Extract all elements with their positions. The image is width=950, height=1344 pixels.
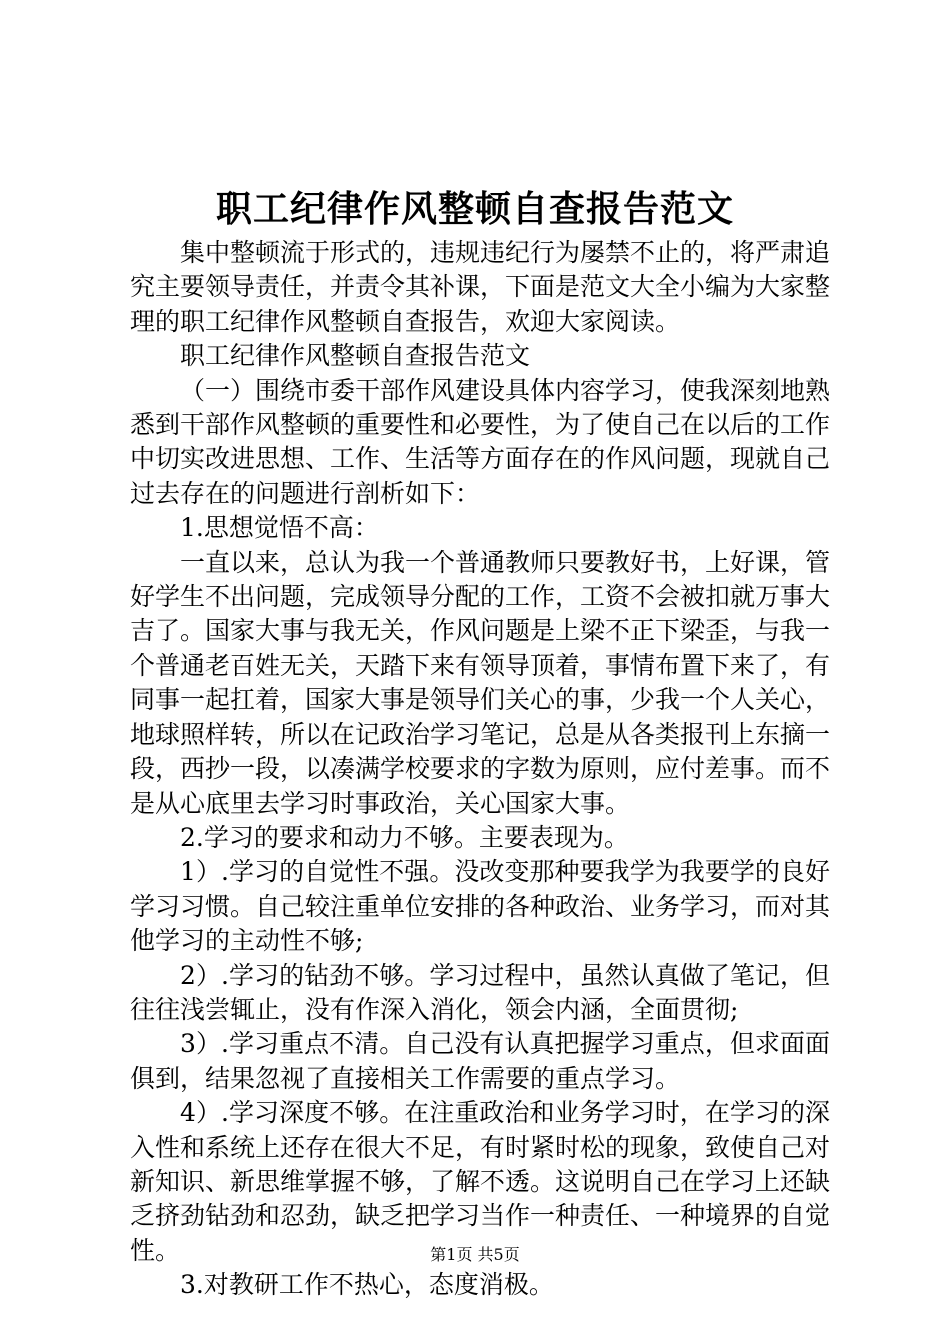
paragraph-item-2: 2）.学习的钻劲不够。学习过程中，虽然认真做了笔记，但往往浅尝辄止，没有作深入消化，领会内涵，全面贯彻; [130,960,830,1024]
paragraph-item-1: 1）.学习的自觉性不强。没改变那种要我学为我要学的良好学习习惯。自己较注重单位安排的各种政治、业务学习，而对其他学习的主动性不够; [130,857,831,956]
document-body [130,236,830,1303]
paragraph-body-1: 一直以来，总认为我一个普通教师只要教好书，上好课，管好学生不出问题，完成领导分配的工作，工资不会被扣就万事大吉了。国家大事与我无关，作风问题是上梁不正下梁歪，与我一个普通老百姓无关，天踏下来有领导顶着，事情布置下来了，有同事一起扛着，国家大事是领导们关心的事，少我一个人关心，地球照样转，所以在记政治学习笔记，总是从各类报刊上东摘一段，西抄一段，以凑满学校要求的字数为原则，应付差事。而不是从心底里去学习时事政治，关心国家大事。 [130,547,831,818]
paragraph-intro: 集中整顿流于形式的，违规违纪行为屡禁不止的，将严肃追究主要领导责任，并责令其补课，下面是范文大全小编为大家整理的职工纪律作风整顿自查报告，欢迎大家阅读。 [130,238,831,336]
paragraph-item-4: 4）.学习深度不够。在注重政治和业务学习时，在学习的深入性和系统上还存在很大不足，有时紧时松的现象，致使自己对新知识、新思维掌握不够，了解不透。这说明自己在学习上还缺乏挤劲钻劲和忍劲，缺乏把学习当作一种责任、一种境界的自觉性。 [130,1098,831,1265]
document-title: 职工纪律作风整顿自查报告范文 [215,188,734,230]
paragraph-section-1: （一）围绕市委干部作风建设具体内容学习，使我深刻地熟悉到干部作风整顿的重要性和必要性，为了使自己在以后的工作中切实改进思想、工作、生活等方面存在的作风问题，现就自己过去存在的问题进行剖析如下： [130,375,831,508]
paragraph-heading-3: 3.对教研工作不热心，态度消极。 [180,1270,554,1300]
paragraph-heading-2: 2.学习的要求和动力不够。主要表现为。 [180,822,629,852]
page-number-footer: 第1页 共5页 [430,1245,520,1264]
paragraph-heading-1: 1.思想觉悟不高： [180,513,379,543]
paragraph-item-3: 3）.学习重点不清。自己没有认真把握学习重点，但求面面俱到，结果忽视了直接相关工作需要的重点学习。 [130,1029,830,1093]
paragraph-subtitle: 职工纪律作风整顿自查报告范文 [180,341,531,371]
